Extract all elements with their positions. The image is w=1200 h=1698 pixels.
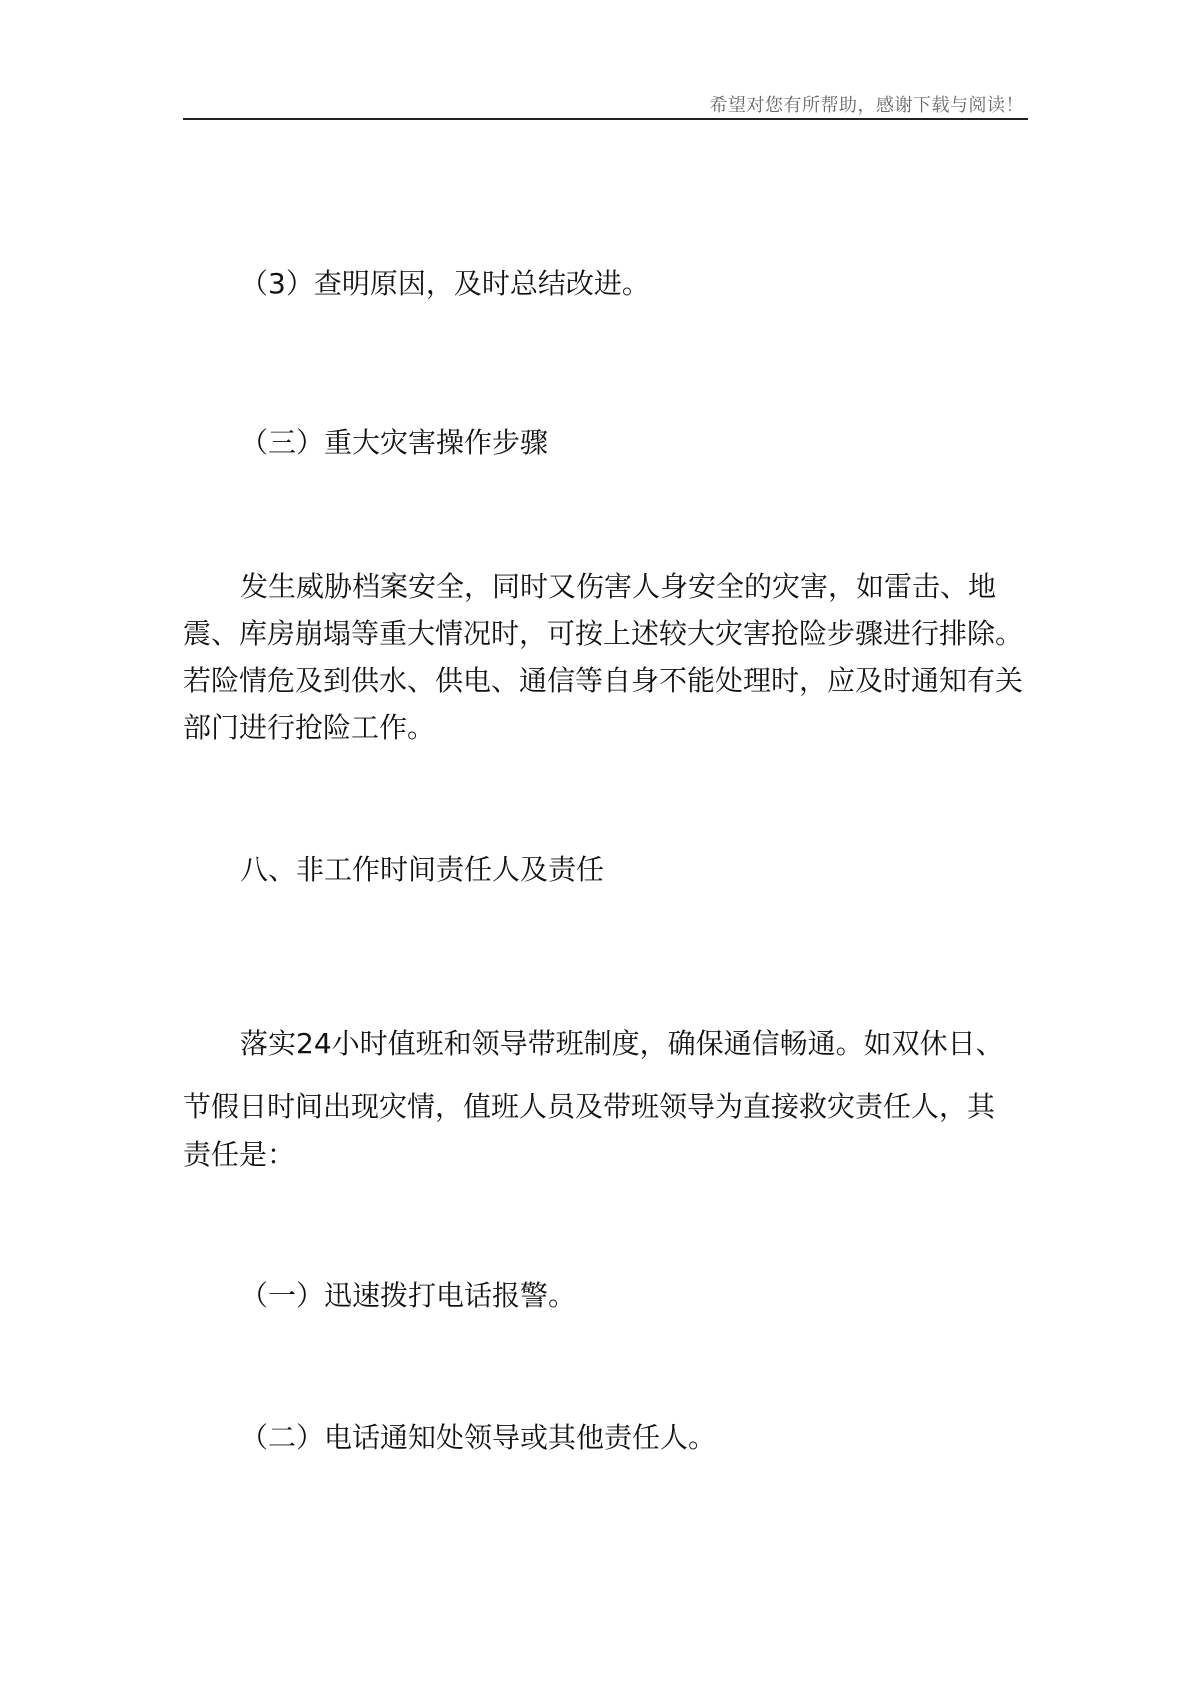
item-3: （3）查明原因，及时总结改进。 [240,267,650,300]
paragraph-duty-line-2: 节假日时间出现灾情，值班人员及带班领导为直接救灾责任人，其 [183,1090,996,1123]
step-1: （一）迅速拨打电话报警。 [240,1279,577,1312]
section-3-title: （三）重大灾害操作步骤 [240,426,549,459]
paragraph-duty-line-3: 责任是： [183,1138,296,1171]
page-header-note: 希望对您有所帮助，感谢下载与阅读！ [709,95,1024,116]
step-2: （二）电话通知处领导或其他责任人。 [240,1421,717,1454]
header-divider [183,118,1028,120]
paragraph-disaster-procedure: 发生威胁档案安全，同时又伤害人身安全的灾害，如雷击、地震、库房崩塌等重大情况时，可按上述较大灾害抢险步骤进行排除。若险情危及到供水、供电、通信等自身不能处理时，应及时通知有关部门进行抢险工作。 [183,570,1024,744]
paragraph-duty-line-1: 落实24小时值班和领导带班制度，确保通信畅通。如双休日、 [240,1027,1004,1060]
section-8-title: 八、非工作时间责任人及责任 [240,853,605,886]
